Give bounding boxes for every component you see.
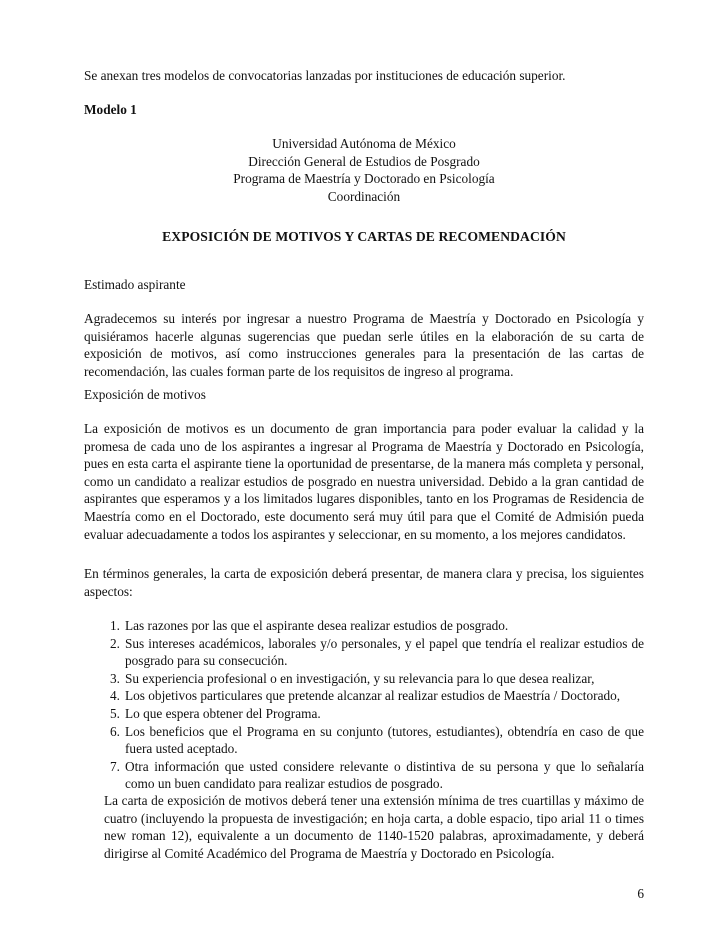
list-item-text: Su experiencia profesional o en investigación, y su relevancia para lo que desea realizar,	[125, 670, 595, 686]
institution-line-university: Universidad Autónoma de México	[272, 136, 456, 151]
list-item-number: 6.	[110, 723, 120, 739]
list-item-number: 1.	[110, 618, 120, 633]
list-item-number: 4.	[110, 688, 120, 704]
aspects-list	[104, 617, 644, 793]
list-item-text: Los beneficios que el Programa en su conjunto (tutores, estudiantes), obtendría en caso de que fuera usted aceptado.	[125, 723, 644, 757]
institution-line-program: Programa de Maestría y Doctorado en Psicología	[233, 171, 495, 187]
page-number: 6	[637, 886, 644, 901]
list-item-number: 7.	[110, 758, 120, 774]
list-item-text: Las razones por las que el aspirante desea realizar estudios de posgrado.	[125, 618, 509, 633]
list-item-text: Sus intereses académicos, laborales y/o personales, y el papel que tendría el realizar estudios de posgrado para su consecución.	[125, 635, 644, 669]
list-item-text: Otra información que usted considere relevante o distintiva de su persona y que lo señalaría como un buen candidato para realizar estudios de posgrado.	[125, 758, 644, 792]
list-item	[104, 705, 644, 723]
paragraph-importance: La exposición de motivos es un documento de gran importancia para poder evaluar la calidad y la promesa de cada uno de los aspirantes a ingresar al Programa de Maestría y Doctorado en Psicología, pues en esta carta el aspirante tiene la oportunidad de presentarse, de la manera más completa y personal, como un candidato a realizar estudios de posgrado en nuestra universidad. Debido a la gran cantidad de aspirantes que esperamos y a los limitados lugares disponibles, tanto en los Programas de Residencia de Maestría como en el Doctorado, este documento será muy útil para que el Comité de Admisión pueda evaluar adecuadamente a todos los aspirantes y seleccionar, en su momento, a los mejores candidatos.	[84, 421, 644, 542]
model-title: Modelo 1	[84, 102, 137, 117]
paragraph-intro: Agradecemos su interés por ingresar a nuestro Programa de Maestría y Doctorado en Psicología y quisiéramos hacerle algunas sugerencias que puedan serle útiles en la elaboración de su carta de exposición de motivos, así como instrucciones generales para la presentación de las cartas de recomendación, las cuales forman parte de los requisitos de ingreso al programa.	[84, 311, 644, 379]
list-item	[104, 758, 644, 793]
intro-text: Se anexan tres modelos de convocatorias lanzadas por instituciones de educación superior.	[84, 68, 566, 83]
greeting: Estimado aspirante	[84, 277, 186, 292]
list-item-text: Los objetivos particulares que pretende alcanzar al realizar estudios de Maestría / Doctorado,	[125, 688, 621, 704]
list-item	[104, 723, 644, 758]
list-item-number: 5.	[110, 705, 120, 721]
list-item	[104, 617, 644, 635]
list-item	[104, 687, 644, 705]
paragraph-length-requirements: La carta de exposición de motivos deberá tener una extensión mínima de tres cuartillas y máximo de cuatro (incluyendo la propuesta de investigación; en hoja carta, a doble espacio, tipo arial 11 o times new roman 12), equivalente a un documento de 1140-1520 palabras, aproximadamente, y deberá dirigirse al Comité Académico del Programa de Maestría y Doctorado en Psicología.	[104, 793, 644, 861]
section-heading: Exposición de motivos	[84, 387, 206, 402]
document-title: EXPOSICIÓN DE MOTIVOS Y CARTAS DE RECOMENDACIÓN	[162, 229, 566, 244]
list-item	[104, 670, 644, 688]
institution-header	[84, 135, 644, 205]
institution-line-coordination: Coordinación	[327, 188, 401, 204]
list-item-text: Lo que espera obtener del Programa.	[125, 705, 321, 721]
paragraph-aspects-intro: En términos generales, la carta de exposición deberá presentar, de manera clara y precisa, los siguientes aspectos:	[84, 566, 644, 599]
list-item-number: 3.	[110, 670, 120, 686]
institution-line-direction: Dirección General de Estudios de Posgrado	[248, 153, 480, 169]
list-item	[104, 635, 644, 670]
list-item-number: 2.	[110, 635, 120, 651]
